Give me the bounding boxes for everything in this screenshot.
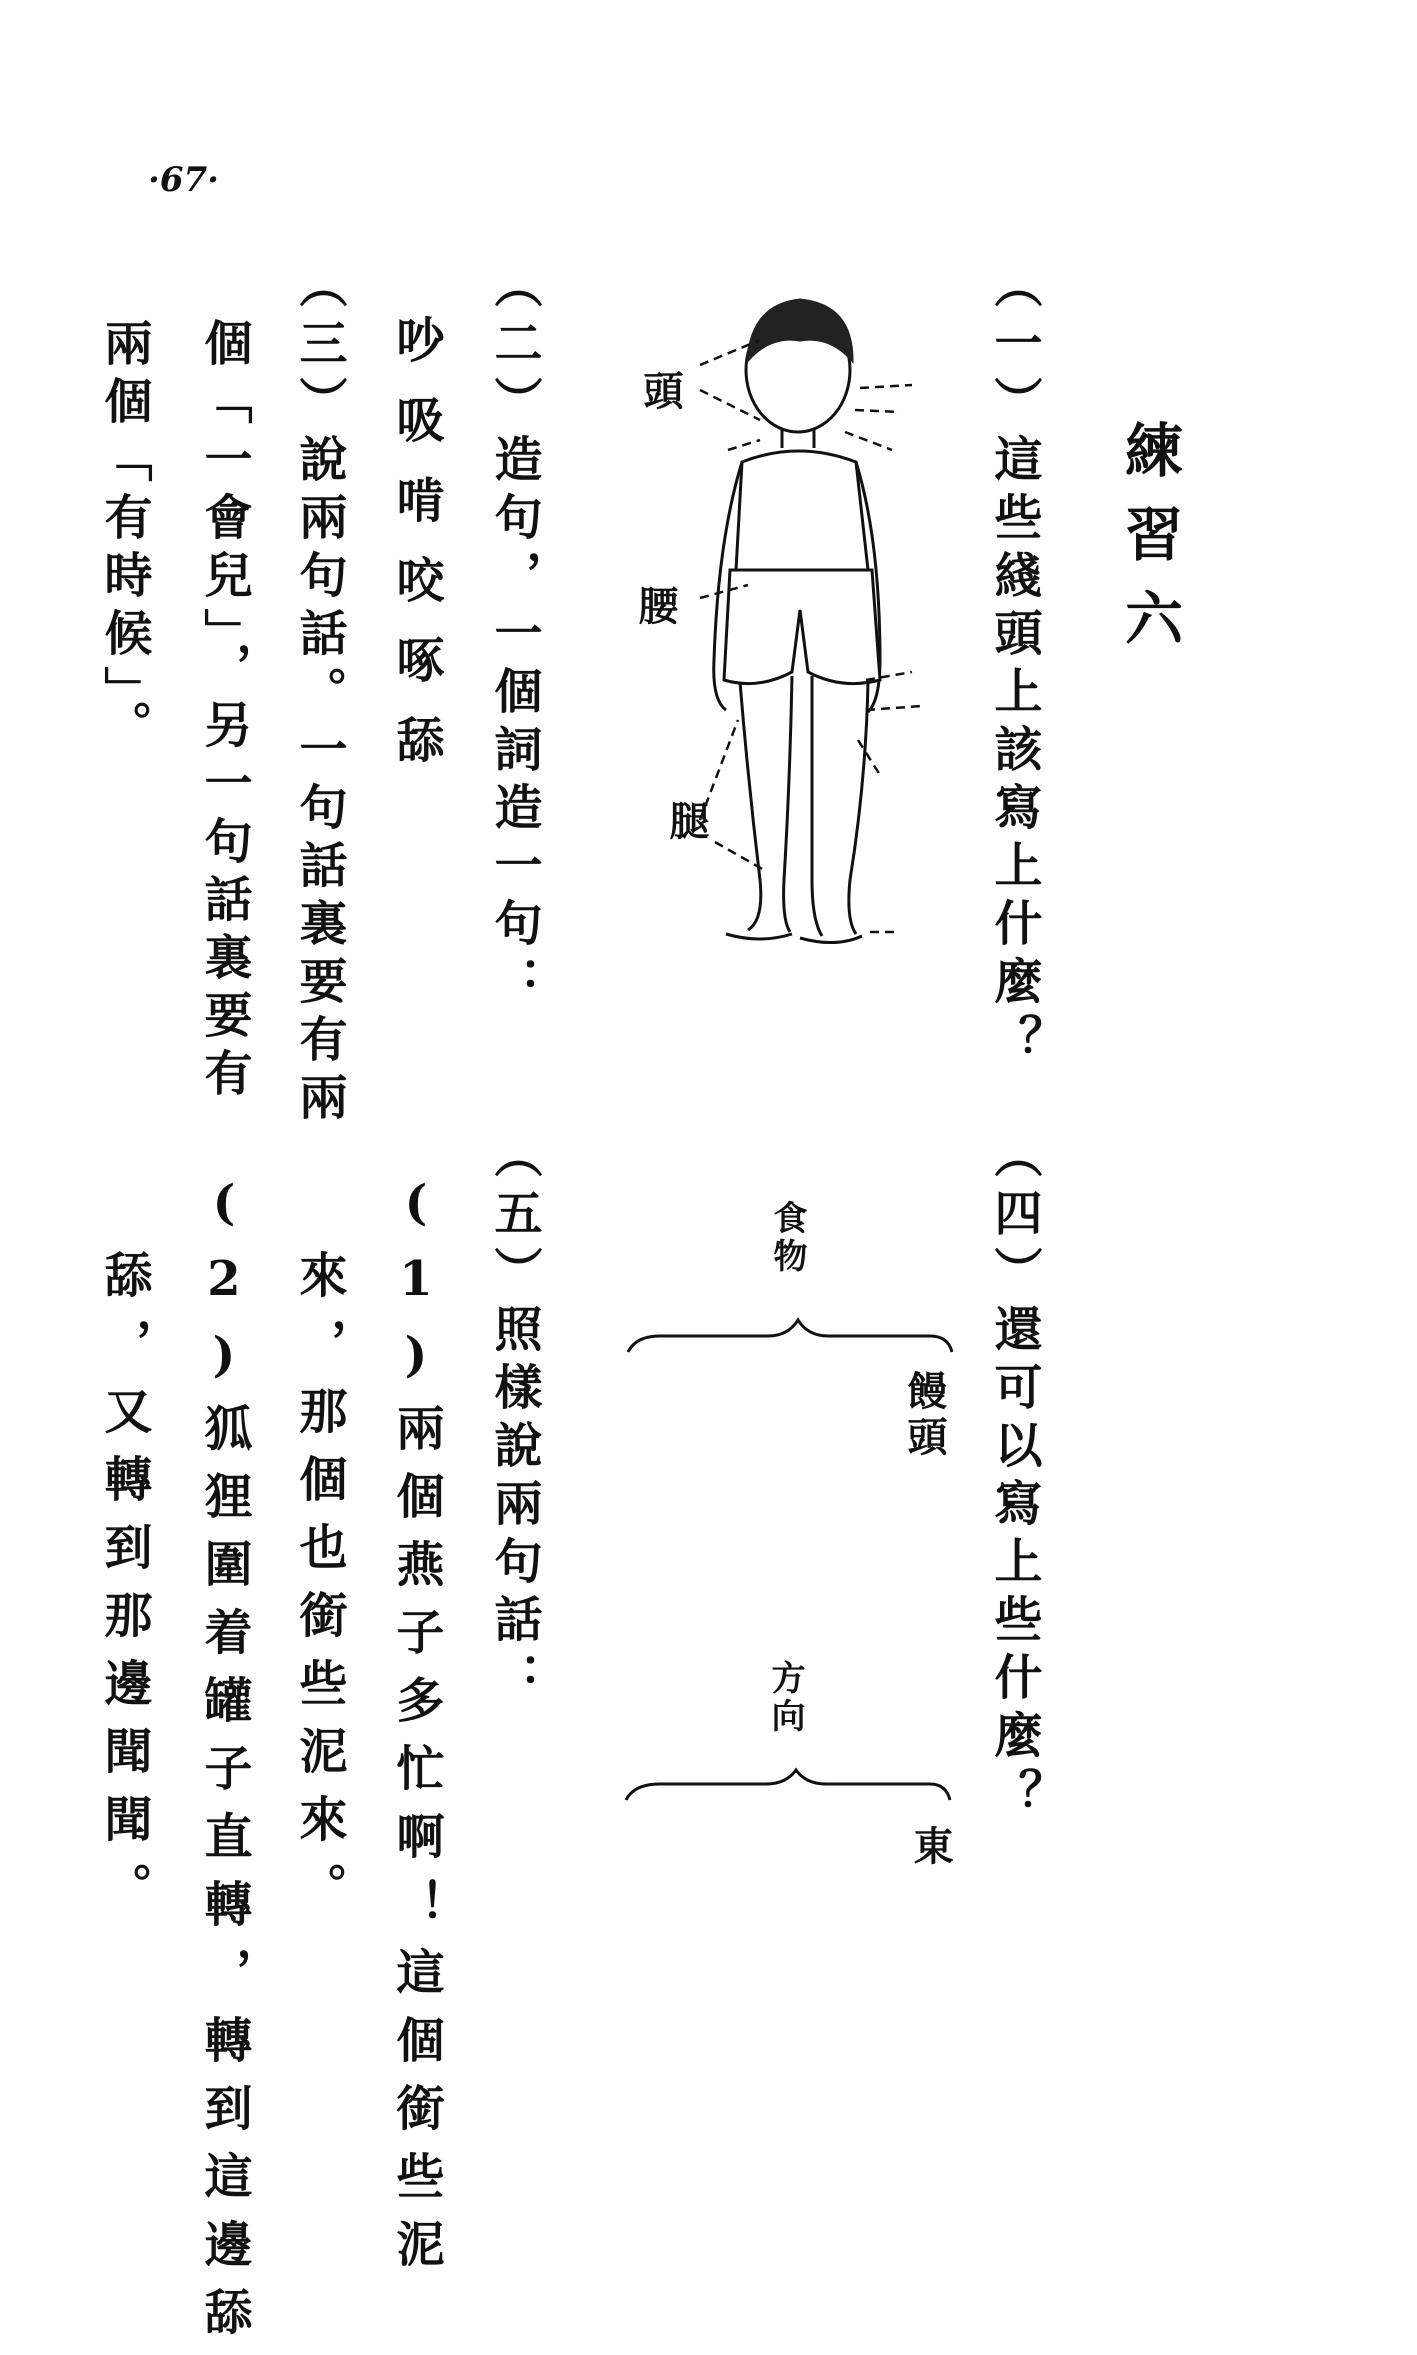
- exercise-1-text: （一）這些綫頭上該寫上什麼？: [986, 260, 1042, 1072]
- exercise-5-1-line2: 來，那個也銜些泥來。: [291, 1250, 347, 1930]
- label-leg: 腿: [663, 800, 710, 846]
- exercise-3-line1: （三）說兩句話。一句話裏要有兩: [291, 260, 347, 1130]
- exercise-5-2-line2: 舔，又轉到那邊聞聞。: [96, 1250, 152, 1930]
- diagram1-top: 食物: [767, 1200, 807, 1276]
- label-waist: 腰: [632, 585, 679, 631]
- exercise-2-text: （二）造句，一個詞造一句：: [486, 260, 542, 1014]
- page-number: ·67·: [148, 160, 219, 200]
- label-head: 頭: [637, 370, 684, 416]
- exercise-3-line3: 兩個「有時候」。: [96, 318, 152, 758]
- diagram2-item: 東: [907, 1825, 954, 1871]
- exercise-title: 練習六: [1115, 420, 1183, 672]
- exercise-5-text: （五）照樣說兩句話：: [486, 1130, 542, 1710]
- diagram2-top: 方向: [765, 1660, 805, 1736]
- exercise-5-2-line1: (2)狐狸圍着罐子直轉，轉到這邊舔: [196, 1175, 252, 2355]
- diagram1-item: 饅頭: [901, 1370, 948, 1462]
- exercise-3-line2: 個「一會兒」，另一句話裏要有: [196, 318, 252, 1106]
- exercise-5-1-line1: (1)兩個燕子多忙啊！這個銜些泥: [388, 1175, 444, 2287]
- exercise-4-text: （四）還可以寫上些什麼？: [986, 1130, 1042, 1826]
- exercise-2-words: 吵吸啃咬啄舔: [388, 315, 444, 795]
